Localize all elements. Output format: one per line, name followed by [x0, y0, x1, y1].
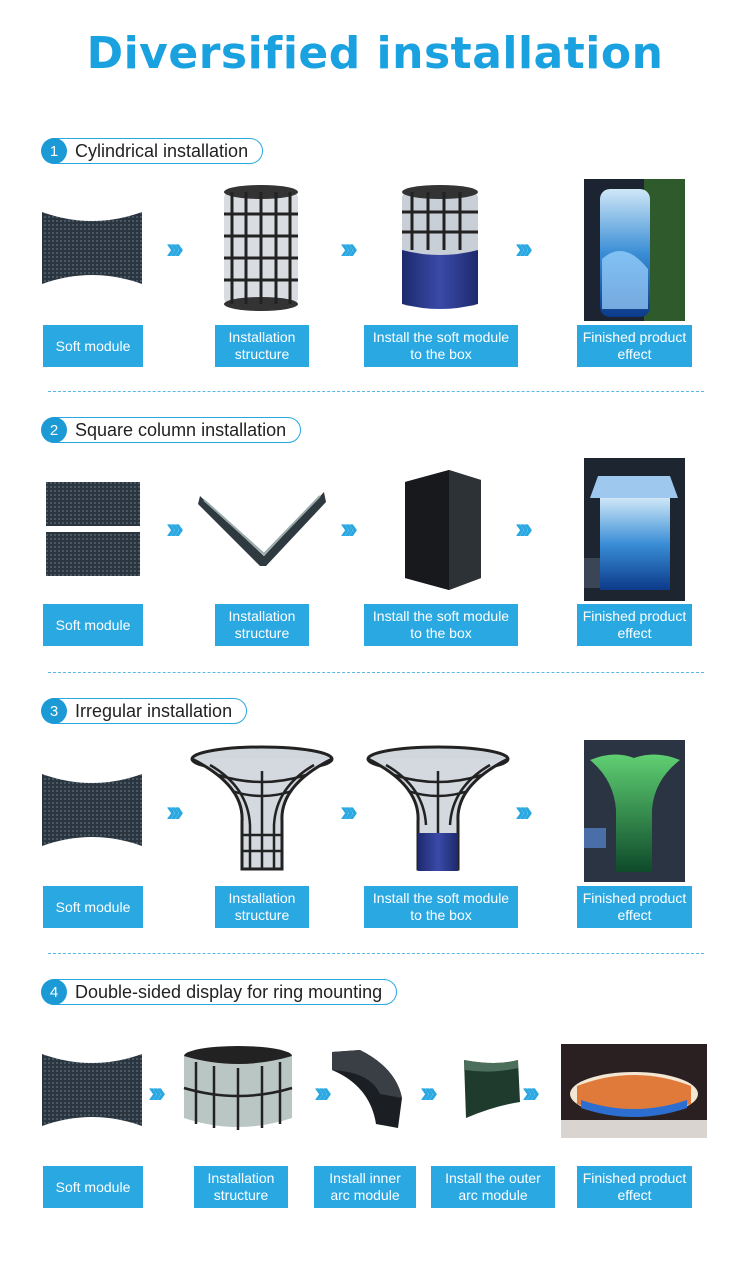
section-divider — [48, 672, 704, 673]
section-1-heading — [42, 138, 263, 164]
section-divider — [48, 953, 704, 954]
section-4-title: Double-sided display for ring mounting — [75, 981, 383, 1002]
triple-chevron-right-icon: ››› — [420, 1076, 432, 1109]
finished-product-image — [584, 458, 685, 601]
triple-chevron-right-icon: ››› — [515, 232, 527, 265]
page-title: Diversified installation — [86, 28, 664, 79]
installation-structure-image — [198, 490, 328, 568]
section-3-title: Irregular installation — [75, 700, 233, 721]
triple-chevron-right-icon: ››› — [148, 1076, 160, 1109]
step-label: Install the outer arc module — [431, 1166, 555, 1208]
triple-chevron-right-icon: ››› — [515, 795, 527, 828]
installation-structure-image — [190, 745, 334, 875]
triple-chevron-right-icon: ››› — [166, 232, 178, 265]
module-on-box-image — [400, 184, 480, 314]
step-label: Install inner arc module — [314, 1166, 416, 1208]
triple-chevron-right-icon: ››› — [340, 795, 352, 828]
soft-module-image — [40, 770, 144, 850]
step-label: Finished product effect — [577, 886, 692, 928]
installation-structure-image — [182, 1044, 294, 1134]
step-label: Soft module — [43, 325, 143, 367]
step-label: Installation structure — [215, 325, 309, 367]
section-3-heading — [42, 698, 247, 724]
section-2-title: Square column installation — [75, 419, 287, 440]
step-label: Install the soft module to the box — [364, 604, 518, 646]
inner-arc-module-image — [330, 1048, 404, 1130]
outer-arc-module-image — [460, 1058, 522, 1120]
step-label: Finished product effect — [577, 325, 692, 367]
module-on-box-image — [366, 745, 510, 875]
triple-chevron-right-icon: ››› — [515, 512, 527, 545]
triple-chevron-right-icon: ››› — [522, 1076, 534, 1109]
section-4-heading — [42, 979, 397, 1005]
step-label: Install the soft module to the box — [364, 325, 518, 367]
step-label: Installation structure — [215, 886, 309, 928]
soft-module-image — [40, 208, 144, 288]
step-label: Installation structure — [194, 1166, 288, 1208]
step-label: Soft module — [43, 1166, 143, 1208]
step-label: Soft module — [43, 604, 143, 646]
module-on-box-image — [405, 466, 481, 592]
section-1-number: 1 — [41, 138, 67, 164]
triple-chevron-right-icon: ››› — [166, 795, 178, 828]
step-label: Finished product effect — [577, 1166, 692, 1208]
finished-product-image — [584, 179, 685, 321]
section-3-number: 3 — [41, 698, 67, 724]
step-label: Finished product effect — [577, 604, 692, 646]
finished-product-image — [584, 740, 685, 882]
section-2-number: 2 — [41, 417, 67, 443]
soft-module-image — [40, 1050, 144, 1130]
finished-product-image — [561, 1044, 707, 1138]
soft-module-image — [46, 482, 140, 578]
step-label: Soft module — [43, 886, 143, 928]
triple-chevron-right-icon: ››› — [340, 512, 352, 545]
triple-chevron-right-icon: ››› — [314, 1076, 326, 1109]
step-label: Installation structure — [215, 604, 309, 646]
section-divider — [48, 391, 704, 392]
step-label: Install the soft module to the box — [364, 886, 518, 928]
triple-chevron-right-icon: ››› — [166, 512, 178, 545]
section-2-heading — [42, 417, 301, 443]
section-4-number: 4 — [41, 979, 67, 1005]
triple-chevron-right-icon: ››› — [340, 232, 352, 265]
section-1-title: Cylindrical installation — [75, 140, 249, 161]
installation-structure-image — [222, 184, 300, 312]
